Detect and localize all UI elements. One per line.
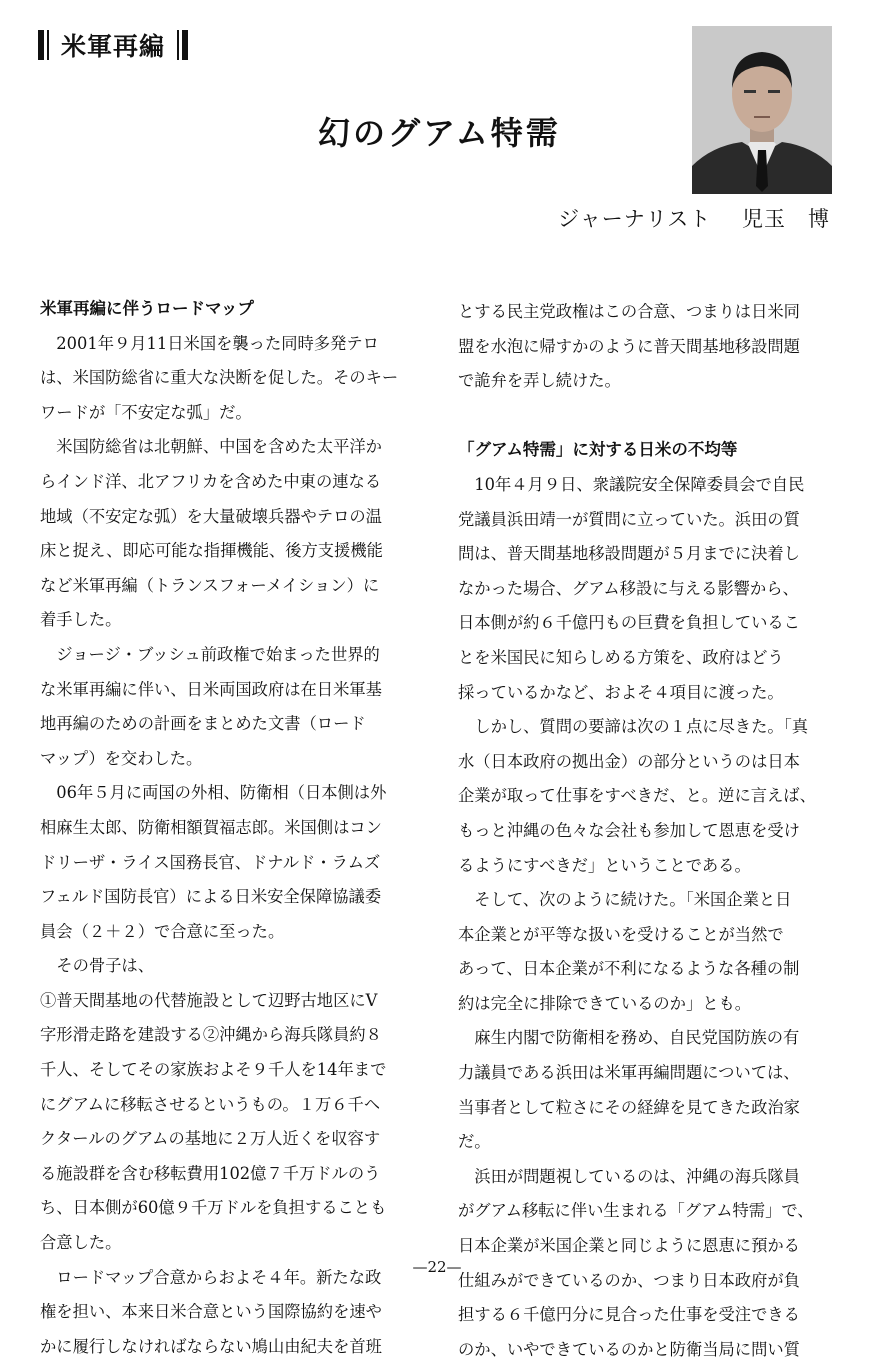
author-role: ジャーナリスト bbox=[558, 207, 712, 231]
text-line: ワードが「不安定な弧」だ。 bbox=[40, 402, 252, 422]
text-line: など米軍再編（トランスフォーメイション）に bbox=[40, 575, 380, 595]
text-line: る施設群を含む移転費用102億７千万ドルのう bbox=[40, 1163, 381, 1183]
text-line: 2001年９月11日米国を襲った同時多発テロ bbox=[40, 333, 379, 353]
text-line: 権を担い、本来日米合意という国際協約を速や bbox=[40, 1302, 382, 1322]
text-line: クタールのグアムの基地に２万人近くを収容す bbox=[40, 1129, 381, 1149]
text-line: にグアムに移転させるというもの。１万６千ヘ bbox=[40, 1094, 381, 1114]
text-line: ち、日本側が60億９千万ドルを負担することも bbox=[40, 1198, 387, 1218]
paragraph-gap bbox=[458, 399, 856, 434]
left-column bbox=[40, 292, 438, 1364]
text-line: 相麻生太郎、防衛相額賀福志郎。米国側はコン bbox=[40, 817, 382, 837]
text-line: 党議員浜田靖一が質問に立っていた。浜田の質 bbox=[458, 509, 800, 529]
text-line: 着手した。 bbox=[40, 610, 122, 630]
text-line: 地再編のための計画をまとめた文書（ロード bbox=[40, 714, 366, 734]
section-title: 米軍再編 bbox=[61, 32, 166, 61]
text-line: 仕組みができているのか、つまり日本政府が負 bbox=[458, 1270, 800, 1290]
text-line: とを米国民に知らしめる方策を、政府はどう bbox=[458, 647, 784, 667]
text-line: 採っているかなど、およそ４項目に渡った。 bbox=[458, 682, 784, 702]
author-byline bbox=[558, 203, 830, 233]
subheading: 米軍再編に伴うロードマップ bbox=[40, 299, 254, 318]
text-line: 水（日本政府の拠出金）の部分というのは日本 bbox=[458, 751, 800, 771]
text-line: もっと沖縄の色々な会社も参加して恩恵を受け bbox=[458, 820, 800, 840]
text-line: だ。 bbox=[458, 1132, 491, 1152]
text-line: 麻生内閣で防衛相を務め、自民党国防族の有 bbox=[458, 1028, 800, 1048]
text-line: 合意した。 bbox=[40, 1233, 122, 1253]
text-line: ロードマップ合意からおよそ４年。新たな政 bbox=[40, 1267, 382, 1287]
text-line: 床と捉え、即応可能な指揮機能、後方支援機能 bbox=[40, 541, 383, 561]
author-name: 児玉 博 bbox=[742, 207, 830, 231]
left-bar-mark bbox=[47, 30, 49, 60]
subheading: 「グアム特需」に対する日米の不均等 bbox=[458, 440, 738, 460]
text-line: な米軍再編に伴い、日米両国政府は在日米軍基 bbox=[40, 679, 382, 699]
text-line: 日本企業が米国企業と同じように恩恵に預かる bbox=[458, 1236, 800, 1256]
author-portrait-image bbox=[692, 26, 832, 194]
text-line: フェルド国防長官）による日米安全保障協議委 bbox=[40, 887, 382, 907]
text-line: そして、次のように続けた。「米国企業と日 bbox=[458, 890, 792, 910]
right-bar-mark bbox=[177, 30, 179, 60]
text-line: で詭弁を弄し続けた。 bbox=[458, 371, 621, 391]
text-line: 本企業とが平等な扱いを受けることが当然で bbox=[458, 924, 784, 944]
text-line: かに履行しなければならない鳩山由紀夫を首班 bbox=[40, 1336, 382, 1356]
text-line: 米国防総省は北朝鮮、中国を含めた太平洋か bbox=[40, 437, 382, 457]
text-line: 地域（不安定な弧）を大量破壊兵器やテロの温 bbox=[40, 506, 382, 526]
text-line: マップ）を交わした。 bbox=[40, 748, 203, 768]
text-line: のか、いやできているのかと防衛当局に問い質 bbox=[458, 1339, 800, 1359]
text-line: は、米国防総省に重大な決断を促した。そのキー bbox=[40, 368, 399, 388]
text-line: 担する６千億円分に見合った仕事を受注できる bbox=[458, 1305, 800, 1325]
text-line: ドリーザ・ライス国務長官、ドナルド・ラムズ bbox=[40, 852, 381, 872]
right-column bbox=[458, 295, 856, 1367]
text-line: 企業が取って仕事をすべきだ、と。逆に言えば、 bbox=[458, 786, 816, 806]
text-line: るようにすべきだ」ということである。 bbox=[458, 855, 751, 875]
text-line: しかし、質問の要諦は次の１点に尽きた。「真 bbox=[458, 717, 809, 737]
left-bar-mark bbox=[38, 30, 44, 60]
text-line: 問は、普天間基地移設問題が５月までに決着し bbox=[458, 544, 800, 564]
text-line: あって、日本企業が不利になるような各種の制 bbox=[458, 959, 800, 979]
text-line: 約は完全に排除できているのか」とも。 bbox=[458, 993, 752, 1013]
text-line: 力議員である浜田は米軍再編問題については、 bbox=[458, 1063, 800, 1083]
right-bar-mark bbox=[182, 30, 188, 60]
text-line: 06年５月に両国の外相、防衛相（日本側は外 bbox=[40, 783, 387, 803]
article-title: 幻のグアム特需 bbox=[318, 114, 561, 152]
text-line: 盟を水泡に帰すかのように普天間基地移設問題 bbox=[458, 336, 800, 356]
page-number: —22— bbox=[412, 1258, 462, 1276]
text-line: ①普天間基地の代替施設として辺野古地区にV bbox=[40, 990, 378, 1010]
text-line: とする民主党政権はこの合意、つまりは日米同 bbox=[458, 302, 800, 321]
text-line: なかった場合、グアム移設に与える影響から、 bbox=[458, 578, 799, 598]
text-line: 字形滑走路を建設する②沖縄から海兵隊員約８ bbox=[40, 1025, 382, 1045]
text-line: がグアム移転に伴い生まれる「グアム特需」で、 bbox=[458, 1201, 814, 1221]
text-line: 当事者として粒さにその経緯を見てきた政治家 bbox=[458, 1097, 800, 1117]
section-label bbox=[38, 28, 188, 62]
author-photo bbox=[692, 26, 832, 194]
text-line: 10年４月９日、衆議院安全保障委員会で自民 bbox=[458, 474, 805, 494]
text-line: ジョージ・ブッシュ前政権で始まった世界的 bbox=[40, 644, 380, 664]
text-line: 浜田が問題視しているのは、沖縄の海兵隊員 bbox=[458, 1166, 800, 1186]
text-line: 千人、そしてその家族およそ９千人を14年まで bbox=[40, 1060, 387, 1080]
text-line: 日本側が約６千億円もの巨費を負担しているこ bbox=[458, 613, 800, 633]
text-line: 員会（２＋２）で合意に至った。 bbox=[40, 921, 285, 941]
text-line: らインド洋、北アフリカを含めた中東の連なる bbox=[40, 471, 382, 491]
text-line: その骨子は、 bbox=[40, 956, 154, 976]
